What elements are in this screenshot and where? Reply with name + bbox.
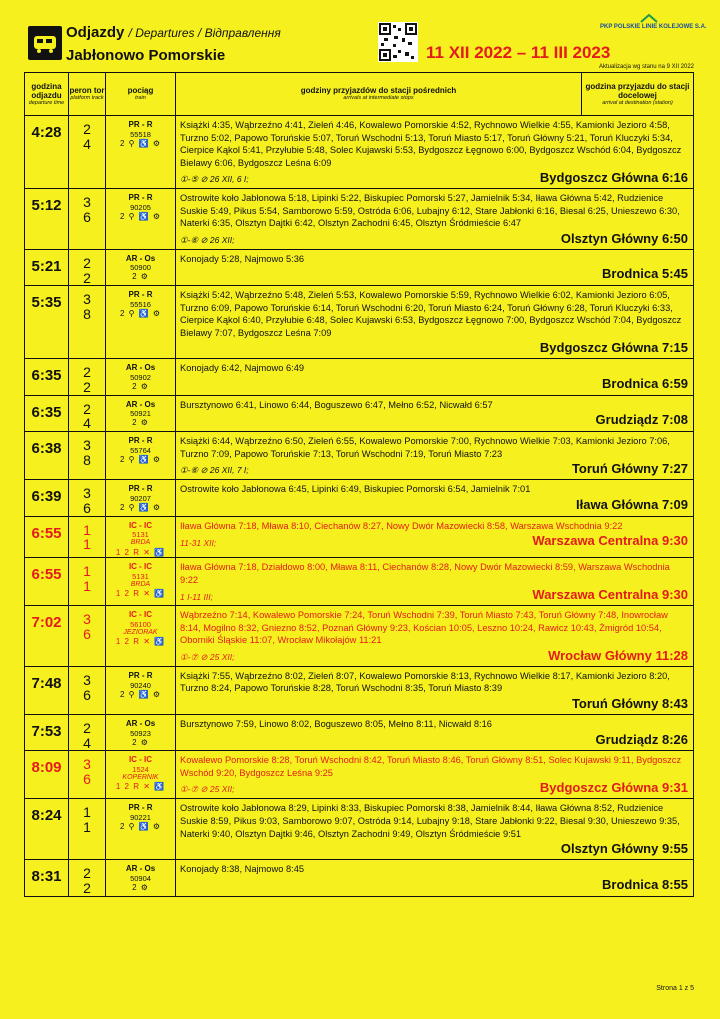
track-number: 4 [83, 734, 91, 751]
intermediate-stops: Kowalewo Pomorskie 8:28, Toruń Wschodni 8:42, Toruń Miasto 8:46, Toruń Główny 8:51, Solec Kujawski 9:11, Bydgoszcz Wschód 9:20, Bydgoszcz Leśna 9:25 [180, 755, 682, 778]
train-category: PR - R [128, 803, 153, 813]
platform-track [69, 558, 106, 606]
train-info [106, 751, 176, 799]
service-icons: 1 2 R ✕ ♿ [115, 782, 166, 792]
page-number: Strona 1 z 5 [656, 985, 694, 992]
train-number: 90240 [130, 680, 151, 690]
table-row [25, 189, 694, 250]
destination-line [180, 340, 688, 355]
train-number: 1524 [132, 764, 149, 774]
table-row [25, 286, 694, 359]
platform-track [69, 666, 106, 714]
table-row [25, 558, 694, 606]
col-platform-label: peron tor [69, 86, 105, 96]
train-info [106, 516, 176, 558]
train-info [106, 286, 176, 359]
destination-arrival: Grudziądz 8:26 [595, 731, 688, 747]
departure-time: 8:24 [25, 799, 69, 860]
service-icons: 2 ⚙ [132, 737, 149, 747]
title-text: Odjazdy [66, 24, 125, 41]
table-row [25, 860, 694, 896]
departure-time: 6:38 [25, 432, 69, 480]
track-number: 6 [83, 625, 91, 642]
qr-code-icon [378, 22, 418, 62]
column-header-time [25, 73, 69, 116]
route-cell [176, 359, 694, 395]
train-number: 5131 [132, 530, 149, 540]
service-icons: 2 ⚲ ♿ ⚙ [119, 822, 162, 832]
column-header-platform [69, 73, 106, 116]
col-train-label: pociąg [127, 86, 154, 96]
train-category: PR - R [128, 670, 153, 680]
intermediate-stops: Ostrowite koło Jabłonowa 6:45, Lipinki 6:49, Biskupiec Pomorski 6:54, Jamielnik 7:01 [180, 484, 531, 495]
destination-arrival: Brodnica 5:45 [602, 266, 688, 282]
train-category: AR - Os [125, 864, 156, 874]
intermediate-stops: Ostrowite koło Jabłonowa 8:29, Lipinki 8:33, Biskupiec Pomorski 8:38, Jamielnik 8:44, Iława Główna 8:52, Rudzienice Suskie 8:59, Pikus 9:03, Samborowo 9:07, Ostróda 9:14, Lubajny 9:18, Stare Jabłonki 9:22, Biesal 9:30, Unieszewo 9:35, Naterki 9:40, Olsztyn Dajtki 9:46, Olsztyn Zachodni 9:49, Olsztyn Śródmieście 9:51 [180, 803, 680, 839]
track-number: 8 [83, 451, 91, 468]
intermediate-stops: Iława Główna 7:18, Mława 8:10, Ciechanów 8:27, Nowy Dwór Mazowiecki 8:58, Warszawa Wschodnia 9:22 [180, 520, 623, 531]
service-icons: 2 ⚲ ♿ ⚙ [119, 454, 162, 464]
intermediate-stops: Książki 4:35, Wąbrzeźno 4:41, Zieleń 4:46, Kowalewo Pomorskie 4:52, Rychnowo Wielkie 4:55, Kamionki Jezioro 4:58, Turzno 5:02, Papowo Toruńskie 5:07, Toruń Wschodni 5:13, Toruń Miasto 5:17, Toruń Główny 5:21, Toruń Kluczyki 5:34, Cierpice Kąkol 5:41, Przyłubie 5:48, Solec Kujawski 5:53, Bydgoszcz Łęgnowo 6:00, Bydgoszcz Wschód 6:04, Bydgoszcz Bielawy 6:06, Bydgoszcz Leśna 6:09 [180, 120, 682, 168]
platform-track [69, 480, 106, 516]
operator-logo: PKP POLSKIE LINIE KOLEJOWE S.A. [600, 24, 707, 30]
train-category: IC - IC [128, 755, 153, 765]
route-cell [176, 516, 694, 558]
platform-number: 2 [83, 720, 91, 737]
col-dest-label: godzina przyjazdu do stacji docelowej [585, 81, 690, 100]
departure-time: 4:28 [25, 116, 69, 189]
route-cell [176, 751, 694, 799]
calendar-note: ①-⑥ ⊘ 26 XII; [180, 234, 235, 245]
train-category: PR - R [128, 120, 153, 129]
intermediate-stops: Iława Główna 7:18, Działdowo 8:00, Mława 8:11, Ciechanów 8:28, Nowy Dwór Mazowiecki 8:59, Warszawa Wschodnia 9:22 [180, 562, 670, 585]
platform-number: 2 [83, 364, 91, 381]
platform-track [69, 395, 106, 431]
train-number: 5131 [132, 571, 149, 581]
track-number: 2 [83, 269, 91, 286]
train-name: JEZIORAK [123, 628, 158, 636]
destination-arrival: Brodnica 6:59 [602, 375, 688, 391]
intermediate-stops: Konojady 5:28, Najmowo 5:36 [180, 253, 305, 264]
table-row [25, 395, 694, 431]
train-info [106, 395, 176, 431]
route-cell [176, 558, 694, 606]
platform-number: 3 [83, 485, 91, 502]
train-info [106, 116, 176, 189]
platform-track [69, 249, 106, 285]
departure-time: 6:55 [25, 558, 69, 606]
departure-time: 7:48 [25, 666, 69, 714]
track-number: 6 [83, 771, 91, 788]
intermediate-stops: Konojady 8:38, Najmowo 8:45 [180, 864, 305, 875]
service-icons: 2 ⚲ ♿ ⚙ [119, 308, 162, 318]
departure-time: 6:35 [25, 395, 69, 431]
table-row [25, 606, 694, 667]
train-info [106, 189, 176, 250]
route-cell [176, 480, 694, 516]
update-note: Aktualizacja wg stanu na 9 XII 2022 [598, 64, 694, 70]
destination-line [180, 170, 688, 185]
destination-arrival: Warszawa Centralna 9:30 [532, 533, 688, 549]
destination-arrival: Iława Główna 7:09 [576, 496, 688, 512]
train-category: PR - R [128, 484, 153, 494]
route-cell [176, 189, 694, 250]
destination-line [180, 841, 688, 856]
track-number: 4 [83, 415, 91, 432]
table-row [25, 359, 694, 395]
train-info [106, 606, 176, 667]
departure-time: 8:31 [25, 860, 69, 896]
destination-arrival: Brodnica 8:55 [602, 876, 688, 892]
table-row [25, 751, 694, 799]
departures-table [24, 72, 694, 897]
platform-track [69, 606, 106, 667]
table-row [25, 432, 694, 480]
destination-line [180, 461, 688, 476]
train-name: BRDA [130, 539, 151, 547]
col-platform-label-en: platform track [70, 95, 104, 102]
departure-time: 5:35 [25, 286, 69, 359]
train-number: 50900 [130, 263, 151, 273]
platform-number: 3 [83, 437, 91, 454]
service-icons: 2 ⚙ [132, 418, 149, 428]
calendar-note: ①-⑦ ⊘ 25 XII; [180, 784, 235, 795]
intermediate-stops: Ostrowite koło Jabłonowa 5:18, Lipinki 5:22, Biskupiec Pomorski 5:27, Jamielnik 5:34, Iława Główna 5:42, Rudzienice Suskie 5:49, Pikus 5:54, Samborowo 5:59, Ostróda 6:06, Lubajny 6:12, Stare Jabłonki 6:16, Biesal 6:25, Unieszewo 6:30, Naterki 6:35, Olsztyn Dajtki 6:42, Olsztyn Zachodni 6:45, Olsztyn Śródmieście 6:47 [180, 193, 680, 229]
train-icon [28, 26, 62, 60]
service-icons: 2 ⚲ ♿ ⚙ [119, 689, 162, 699]
platform-track [69, 751, 106, 799]
column-header-destination [582, 73, 694, 116]
train-category: AR - Os [125, 719, 156, 729]
track-number: 1 [83, 577, 91, 594]
platform-number: 1 [83, 804, 91, 821]
destination-line [180, 780, 688, 795]
destination-line [180, 732, 688, 747]
train-info [106, 359, 176, 395]
track-number: 1 [83, 536, 91, 553]
destination-line [180, 376, 688, 391]
service-icons: 1 2 R ✕ ♿ [115, 589, 166, 599]
train-info [106, 432, 176, 480]
intermediate-stops: Bursztynowo 6:41, Linowo 6:44, Boguszewo 6:47, Mełno 6:52, Nicwałd 6:57 [180, 399, 493, 410]
route-cell [176, 286, 694, 359]
destination-arrival: Warszawa Centralna 9:30 [532, 587, 688, 603]
table-row [25, 116, 694, 189]
train-name: KOPERNIK [122, 773, 159, 781]
train-info [106, 480, 176, 516]
track-number: 2 [83, 379, 91, 396]
table-row [25, 516, 694, 558]
column-header-train [106, 73, 176, 116]
intermediate-stops: Konojady 6:42, Najmowo 6:49 [180, 363, 305, 374]
departure-time: 6:35 [25, 359, 69, 395]
table-row [25, 715, 694, 751]
col-time-label-en: departure time [28, 100, 65, 107]
column-header-stops [176, 73, 582, 116]
route-cell [176, 860, 694, 896]
calendar-note: ①-⑥ ⊘ 26 XII, 7 I; [180, 465, 249, 476]
station-name: Jabłonowo Pomorskie [66, 47, 226, 64]
destination-arrival: Toruń Główny 8:43 [571, 696, 688, 712]
destination-line [180, 587, 688, 602]
train-number: 56100 [130, 619, 151, 629]
route-cell [176, 666, 694, 714]
route-cell [176, 249, 694, 285]
col-train-label-en: train [135, 95, 146, 102]
train-number: 55516 [130, 299, 151, 309]
platform-number: 2 [83, 865, 91, 882]
train-number: 50921 [130, 409, 151, 419]
service-icons: 2 ⚙ [132, 381, 149, 391]
destination-arrival: Olsztyn Główny 9:55 [560, 841, 688, 857]
header [0, 0, 720, 72]
platform-track [69, 432, 106, 480]
service-icons: 1 2 R ✕ ♿ [115, 637, 166, 647]
track-number: 6 [83, 499, 91, 516]
calendar-note: 11-31 XII; [180, 538, 217, 549]
table-row [25, 666, 694, 714]
subtitle-text: / Departures / Відправлення [128, 26, 281, 40]
train-info [106, 666, 176, 714]
service-icons: 2 ⚙ [132, 272, 149, 282]
platform-number: 2 [83, 400, 91, 417]
train-category: PR - R [128, 193, 153, 203]
intermediate-stops: Bursztynowo 7:59, Linowo 8:02, Boguszewo 8:05, Mełno 8:11, Nicwałd 8:16 [180, 719, 492, 730]
service-icons: 1 2 R ✕ ♿ [115, 547, 166, 557]
train-info [106, 799, 176, 860]
destination-arrival: Toruń Główny 7:27 [571, 461, 688, 477]
train-number: 90205 [130, 202, 151, 212]
train-number: 50904 [130, 873, 151, 883]
departure-time: 6:39 [25, 480, 69, 516]
validity-date-range: 11 XII 2022 – 11 III 2023 [426, 43, 611, 62]
train-category: IC - IC [128, 610, 153, 620]
platform-number: 3 [83, 756, 91, 773]
platform-track [69, 286, 106, 359]
route-cell [176, 395, 694, 431]
col-time-label: godzina odjazdu [31, 81, 62, 100]
track-number: 1 [83, 819, 91, 836]
page-title [66, 24, 281, 41]
train-category: PR - R [128, 290, 153, 300]
train-category: IC - IC [128, 520, 153, 530]
platform-track [69, 516, 106, 558]
train-info [106, 715, 176, 751]
train-info [106, 249, 176, 285]
table-header-row [25, 73, 694, 116]
train-number: 55518 [130, 129, 151, 139]
platform-number: 3 [83, 671, 91, 688]
intermediate-stops: Książki 5:42, Wąbrzeźno 5:48, Zieleń 5:53, Kowalewo Pomorskie 5:59, Rychnowo Wielkie 6:02, Kamionki Jezioro 6:05, Turzno 6:09, Papowo Toruńskie 6:14, Toruń Wschodni 6:20, Toruń Miasto 6:24, Toruń Główny 6:28, Toruń Kluczyki 6:33, Cierpice Kąkol 6:40, Przyłubie 6:48, Solec Kujawski 6:53, Bydgoszcz Łęgnowo 7:00, Bydgoszcz Wschód 7:04, Bydgoszcz Bielawy 7:07, Bydgoszcz Leśna 7:09 [180, 290, 682, 338]
departure-time: 8:09 [25, 751, 69, 799]
destination-arrival: Bydgoszcz Główna 6:16 [539, 170, 688, 186]
platform-number: 1 [83, 563, 91, 580]
departure-time: 7:53 [25, 715, 69, 751]
pkp-logo-icon [640, 14, 658, 23]
platform-number: 3 [83, 611, 91, 628]
platform-number: 1 [83, 521, 91, 538]
service-icons: 2 ⚙ [132, 882, 149, 892]
train-info [106, 860, 176, 896]
col-dest-label-en: arrival at destination (station) [602, 100, 673, 107]
platform-track [69, 116, 106, 189]
calendar-note: ①-⑦ ⊘ 25 XII; [180, 651, 235, 662]
platform-track [69, 359, 106, 395]
col-stops-label-en: arrivals at intermediate stops [343, 95, 414, 102]
track-number: 8 [83, 305, 91, 322]
train-number: 55764 [130, 445, 151, 455]
destination-line [180, 266, 688, 281]
track-number: 6 [83, 686, 91, 703]
calendar-note: ①-⑤ ⊘ 26 XII, 6 I; [180, 174, 249, 185]
train-number: 90207 [130, 493, 151, 503]
destination-arrival: Bydgoszcz Główna 9:31 [539, 780, 688, 796]
platform-number: 2 [83, 121, 91, 137]
destination-arrival: Grudziądz 7:08 [595, 412, 688, 428]
table-row [25, 799, 694, 860]
route-cell [176, 606, 694, 667]
track-number: 6 [83, 208, 91, 225]
destination-arrival: Bydgoszcz Główna 7:15 [539, 340, 688, 356]
train-number: 50902 [130, 372, 151, 382]
route-cell [176, 116, 694, 189]
track-number: 2 [83, 879, 91, 896]
route-cell [176, 432, 694, 480]
intermediate-stops: Książki 6:44, Wąbrzeźno 6:50, Zieleń 6:55, Kowalewo Pomorskie 7:00, Rychnowo Wielkie 7:03, Kamionki Jezioro 7:06, Turzno 7:09, Papowo Toruńskie 7:13, Toruń Wschodni 7:19, Toruń Miasto 7:23 [180, 436, 670, 459]
service-icons: 2 ⚲ ♿ ⚙ [119, 502, 162, 512]
train-name: BRDA [130, 580, 151, 588]
train-category: AR - Os [125, 363, 156, 373]
route-cell [176, 715, 694, 751]
platform-track [69, 189, 106, 250]
departure-time: 6:55 [25, 516, 69, 558]
departure-time: 7:02 [25, 606, 69, 667]
route-cell [176, 799, 694, 860]
service-icons: 2 ⚲ ♿ ⚙ [119, 138, 162, 148]
track-number: 4 [83, 135, 91, 152]
intermediate-stops: Wąbrzeźno 7:14, Kowalewo Pomorskie 7:24, Toruń Wschodni 7:39, Toruń Miasto 7:43, Toruń Główny 7:48, Inowrocław 8:14, Mogilno 8:32, Gniezno 8:52, Poznań Główny 9:23, Kościan 10:05, Leszno 10:24, Rawicz 10:43, Żmigród 10:54, Oborniki Śląskie 11:07, Wrocław Mikołajów 11:21 [180, 610, 668, 646]
service-icons: 2 ⚲ ♿ ⚙ [119, 211, 162, 221]
train-info [106, 558, 176, 606]
calendar-note: 1 I-11 III; [180, 592, 213, 603]
destination-line [180, 648, 688, 663]
train-number: 50923 [130, 728, 151, 738]
platform-number: 2 [83, 254, 91, 271]
destination-arrival: Wrocław Główny 11:28 [548, 647, 688, 663]
col-stops-label: godziny przyjazdów do stacji pośrednich [300, 86, 457, 96]
destination-line [180, 533, 688, 548]
destination-arrival: Olsztyn Główny 6:50 [560, 230, 688, 246]
train-number: 90221 [130, 813, 151, 823]
departure-time: 5:12 [25, 189, 69, 250]
platform-number: 3 [83, 194, 91, 211]
train-category: IC - IC [128, 562, 153, 572]
platform-track [69, 799, 106, 860]
destination-line [180, 497, 688, 512]
platform-track [69, 860, 106, 896]
destination-line [180, 412, 688, 427]
train-category: AR - Os [125, 253, 156, 263]
train-category: PR - R [128, 436, 153, 446]
train-category: AR - Os [125, 399, 156, 409]
departure-time: 5:21 [25, 249, 69, 285]
platform-number: 3 [83, 291, 91, 308]
destination-line [180, 877, 688, 892]
platform-track [69, 715, 106, 751]
destination-line [180, 231, 688, 246]
intermediate-stops: Książki 7:55, Wąbrzeźno 8:02, Zieleń 8:07, Kowalewo Pomorskie 8:13, Rychnowo Wielkie 8:17, Kamionki Jezioro 8:20, Turzno 8:24, Papowo Toruńskie 8:28, Toruń Wschodni 8:35, Toruń Miasto 8:39 [180, 670, 670, 694]
table-row [25, 249, 694, 285]
table-row [25, 480, 694, 516]
destination-line [180, 696, 688, 711]
